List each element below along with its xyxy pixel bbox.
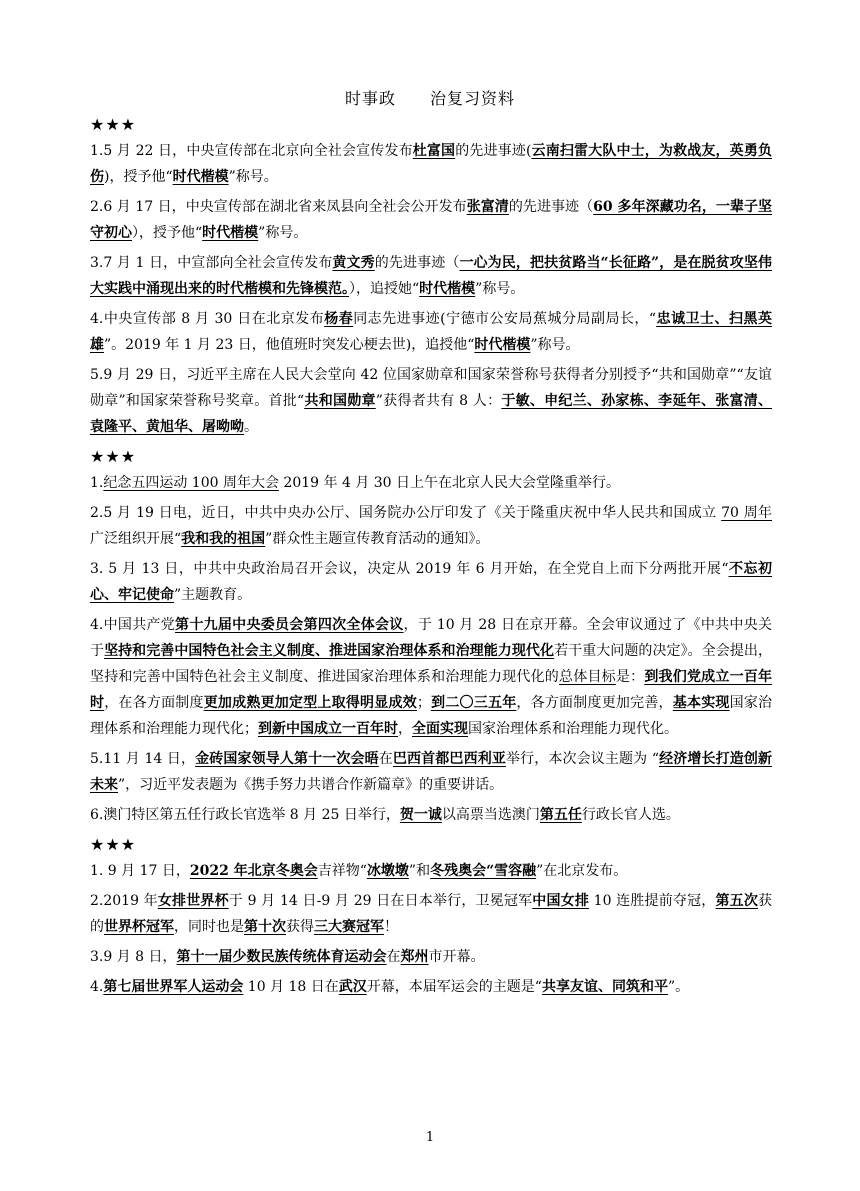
item-text: ），授予他“ [132, 225, 203, 241]
item-text: 广泛组织开展“ [90, 531, 182, 547]
item-text: 以高票当选澳门 [441, 807, 540, 823]
highlighted-text: 时代楷模 [419, 281, 476, 297]
item-text: 在 [378, 751, 393, 767]
highlighted-text: 武汉 [338, 979, 367, 995]
list-item [90, 746, 772, 798]
section-marker: ★★★ [90, 115, 137, 134]
highlighted-text: 第七届世界军人运动会 [103, 979, 244, 995]
item-text: 是： [615, 669, 645, 685]
highlighted-text: 总体目标 [559, 669, 616, 685]
highlighted-text: 云南扫雷大队中士，为救战友，英勇负伤 [90, 143, 772, 185]
item-text: 5.9 月 29 日，习近平主席在人民大会堂向 42 位国家勋章和国家荣誉称号获得者分别授予“共和国勋章”“友谊勋章”和国家荣誉称号奖章。首批“ [90, 367, 772, 409]
item-text: 6.澳门特区第五任行政长官选举 8 月 25 日举行， [90, 807, 400, 823]
section-marker: ★★★ [90, 447, 137, 466]
item-text: ”在北京发布。 [536, 863, 628, 879]
item-text: ，各方面制度更加完善， [516, 695, 673, 711]
highlighted-text: 忠诚卫士、扫黑英雄 [90, 311, 773, 353]
item-text: 1. 9 月 17 日， [90, 863, 190, 879]
highlighted-text: 金砖国家领导人第十一次会晤 [195, 751, 379, 767]
highlighted-text: 巴西首都巴西利亚 [392, 751, 506, 767]
item-text: ，同时也是 [174, 919, 244, 935]
list-item [90, 500, 772, 552]
list-item [90, 556, 772, 608]
highlighted-text: 一心为民，把扶贫路当“长征路”，是在脱贫攻坚伟大实践中涌现出来的时代楷模和先锋模范。 [90, 255, 772, 297]
title-part-1: 时事政 [344, 89, 396, 108]
item-text: 同志先进事迹(宁德市公安局蕉城分局副局长，“ [353, 311, 657, 327]
highlighted-text: 杜富国 [412, 143, 456, 159]
document-body [90, 112, 772, 1004]
list-item [90, 974, 772, 1000]
highlighted-text: 坚持和完善中国特色社会主义制度、推进国家治理体系和治理能力现代化 [104, 643, 555, 659]
highlighted-text: 第五任 [539, 807, 582, 823]
list-item [90, 138, 772, 190]
item-text: 获的 [90, 893, 773, 935]
highlighted-text: 世界杯冠军 [104, 919, 174, 935]
highlighted-text: 到二〇三五年 [430, 695, 517, 711]
highlighted-text: 黄文秀 [332, 255, 375, 271]
item-text: ”，习近平发表题为《携手努力共谱合作新篇章》的重要讲话。 [118, 777, 504, 793]
list-item [90, 802, 772, 828]
item-text: 4.中央宣传部 8 月 30 日在北京发布 [90, 311, 325, 327]
item-text: ”称号。 [228, 169, 278, 185]
item-text: ！ [384, 919, 398, 935]
highlighted-text: 第五次 [715, 893, 759, 909]
item-text: 在 [386, 949, 401, 965]
highlighted-text: 贺一诚 [399, 807, 442, 823]
item-text: 于 9 月 14 日-9 月 29 日在日本举行，卫冕冠军 [228, 893, 533, 909]
list-item [90, 306, 772, 358]
highlighted-text: 纪念五四运动 100 周年大会 [103, 475, 279, 491]
highlighted-text: 杨春 [324, 311, 354, 327]
list-item [90, 858, 772, 884]
item-text: ”群众性主题宣传教育活动的通知》。 [265, 531, 490, 547]
highlighted-text: 不忘初心、牢记使命 [90, 561, 773, 603]
highlighted-text: 全面实现 [412, 721, 468, 737]
item-text: 10 月 18 日在 [243, 979, 339, 995]
item-text: ”获得者共有 8 人： [375, 393, 502, 409]
highlighted-text: 郑州 [400, 949, 429, 965]
highlighted-text: 经济增长打造创新未来 [90, 751, 773, 793]
list-item [90, 362, 772, 440]
item-text: ， [398, 721, 412, 737]
item-text: 国家治理体系和治理能力现代化； [90, 695, 773, 737]
item-text: 开幕，本届军运会的主题是“ [366, 979, 542, 995]
item-text: 市开幕。 [428, 949, 485, 965]
item-text: ”主题教育。 [174, 587, 252, 603]
item-text: 5.11 月 14 日， [90, 751, 196, 767]
item-text: 3.9 月 8 日， [90, 949, 177, 965]
item-text: ”。2019 年 1 月 23 日，他值班时突发心梗去世)，追授他“ [104, 337, 475, 353]
highlighted-text: 共和国勋章 [304, 393, 376, 409]
highlighted-text: 第十次 [244, 919, 286, 935]
list-item [90, 888, 772, 940]
item-text: 1.5 月 22 日，中央宣传部在北京向全社会宣传发布 [90, 143, 413, 159]
item-text: 的先进事迹（ [374, 255, 460, 271]
highlighted-text: 冰墩墩 [366, 863, 409, 879]
list-item [90, 250, 772, 302]
highlighted-text: 2022 年北京冬奥会 [189, 863, 318, 879]
highlighted-text: 中国女排 [532, 893, 590, 909]
highlighted-text: 张富清 [466, 199, 509, 215]
highlighted-text: 时代楷模 [474, 337, 531, 353]
document-title [0, 86, 860, 109]
highlighted-text: 女排世界杯 [157, 893, 229, 909]
title-part-2: 治复习资料 [430, 89, 516, 108]
highlighted-text: 70 周年 [721, 505, 772, 521]
item-text: ），追授她“ [349, 281, 420, 297]
item-text: )，授予他“ [104, 169, 173, 185]
item-text: ”。 [667, 979, 690, 995]
highlighted-text: 到新中国成立一百年时 [258, 721, 398, 737]
item-text: 2.6 月 17 日，中央宣传部在湖北省来凤县向全社会公开发布 [90, 199, 467, 215]
item-text: ”称号。 [258, 225, 308, 241]
item-text: 若干重大问题的决定》。全会提出，坚持和完善中国特色社会主义制度、推进国家治理体系和治理能力现代化的 [90, 643, 772, 685]
highlighted-text: 第十九届中央委员会第四次全体会议 [175, 617, 404, 633]
highlighted-text: 更加成熟更加定型上取得明显成效 [203, 695, 417, 711]
item-text: 1. [90, 475, 104, 491]
highlighted-text: 60 多年深藏功名，一辈子坚守初心 [90, 199, 773, 241]
item-text: 2.5 月 19 日电，近日，中共中央办公厅、国务院办公厅印发了《关于隆重庆祝中华人民共和国成立 [90, 505, 722, 521]
highlighted-text: 基本实现 [672, 695, 730, 711]
item-text: 行政长官人选。 [581, 807, 680, 823]
page-number: 1 [425, 1130, 435, 1145]
item-text: 2.2019 年 [90, 893, 158, 909]
item-text: 举行，本次会议主题为 “ [505, 751, 659, 767]
highlighted-text: 时代楷模 [172, 169, 229, 185]
item-text: ，于 10 月 28 日在京开幕。全会审议通过了《中共中央关于 [90, 617, 772, 659]
item-text: 2019 年 4 月 30 日上午在北京人民大会堂隆重举行。 [278, 475, 621, 491]
highlighted-text: 我和我的祖国 [181, 531, 266, 547]
list-item [90, 194, 772, 246]
highlighted-text: 共享友谊、同筑和平 [541, 979, 668, 995]
highlighted-text: 三大赛冠军 [314, 919, 384, 935]
highlighted-text: 到我们党成立一百年时 [90, 669, 773, 711]
item-text: 的先进事迹（ [508, 199, 594, 215]
item-text: 3. 5 月 13 日，中共中央政治局召开会议，决定从 2019 年 6 月开始，在全党自上而下分两批开展“ [90, 561, 729, 577]
item-text: 吉祥物“ [317, 863, 367, 879]
item-text: 10 连胜提前夺冠， [589, 893, 716, 909]
item-text: ，在各方面制度 [104, 695, 204, 711]
item-text: 获得 [286, 919, 314, 935]
item-text: 4. [90, 979, 104, 995]
highlighted-text: 第十一届少数民族传统体育运动会 [176, 949, 387, 965]
section-marker: ★★★ [90, 835, 137, 854]
list-item [90, 470, 772, 496]
list-item [90, 944, 772, 970]
item-text: ； [416, 695, 431, 711]
item-text: 3.7 月 1 日，中宣部向全社会宣传发布 [90, 255, 333, 271]
item-text: 4.中国共产党 [90, 617, 176, 633]
highlighted-text: 于敏、申纪兰、孙家栋、李延年、张富清、袁隆平、黄旭华、屠呦呦 [90, 393, 772, 435]
item-text: 。 [244, 419, 258, 435]
item-text: 国家治理体系和治理能力现代化。 [468, 721, 678, 737]
item-text: 的先进事迹( [455, 143, 532, 159]
highlighted-text: 时代楷模 [202, 225, 259, 241]
item-text: ”称号。 [475, 281, 525, 297]
item-text: ”和 [408, 863, 431, 879]
item-text: ”称号。 [530, 337, 580, 353]
highlighted-text: 冬残奥会“雪容融 [430, 863, 537, 879]
list-item [90, 612, 772, 742]
